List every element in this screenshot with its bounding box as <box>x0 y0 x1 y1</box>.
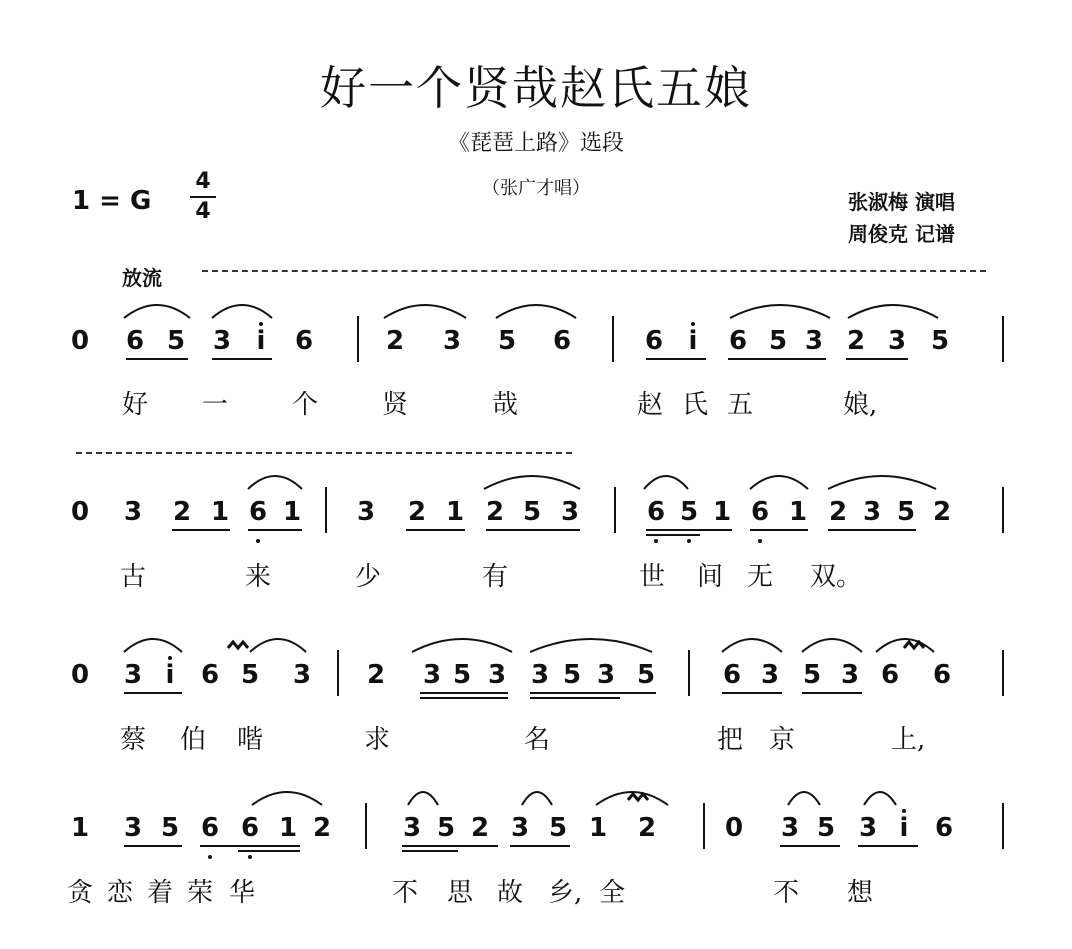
note: 2 <box>828 497 848 527</box>
slur <box>124 639 182 652</box>
slur <box>730 305 830 318</box>
note: 5 <box>240 660 260 690</box>
lyric: 名 <box>523 725 550 755</box>
slur <box>250 639 306 652</box>
time-signature-bar <box>190 196 216 198</box>
note: 5 <box>436 813 456 843</box>
note: 2 <box>485 497 505 527</box>
note: 6 <box>200 813 220 843</box>
note: 6 <box>880 660 900 690</box>
note: 6 <box>932 660 952 690</box>
note: 1 <box>282 497 302 527</box>
slur <box>384 305 466 318</box>
note: 1 <box>712 497 732 527</box>
slur <box>788 792 820 805</box>
lyric: 氏 <box>681 390 708 420</box>
slur <box>722 639 782 652</box>
note: 5 <box>930 326 950 356</box>
duration-underline <box>646 529 732 531</box>
lyric: 间 <box>696 562 723 592</box>
tempo-marking: 放流 <box>122 266 162 290</box>
duration-underline <box>530 692 656 694</box>
mordent-ornament <box>228 642 248 648</box>
lyric: 有 <box>481 562 508 592</box>
octave-dot-low <box>654 539 658 543</box>
lyric: 不 <box>391 878 418 908</box>
duration-underline <box>212 358 272 360</box>
note: 5 <box>562 660 582 690</box>
note: 6 <box>728 326 748 356</box>
duration-underline <box>420 692 508 694</box>
lyric: 蔡 <box>119 725 146 755</box>
duration-underline-double <box>420 697 508 699</box>
note: 5 <box>896 497 916 527</box>
lyric: 把 <box>716 725 743 755</box>
slur <box>248 476 302 489</box>
lyric: 全 <box>598 878 625 908</box>
lyric: 思 <box>446 878 473 908</box>
octave-dot-high <box>691 322 695 326</box>
octave-dot-low <box>758 539 762 543</box>
duration-underline <box>124 845 182 847</box>
slur <box>252 792 322 805</box>
note: 2 <box>172 497 192 527</box>
lyric: 来 <box>244 562 271 592</box>
time-signature-top: 4 <box>195 169 211 194</box>
note: 3 <box>212 326 232 356</box>
duration-underline <box>402 845 498 847</box>
note: 3 <box>887 326 907 356</box>
note: 5 <box>452 660 472 690</box>
slur <box>828 476 936 489</box>
transcriber-credit: 周俊克 记谱 <box>848 222 955 246</box>
note: 6 <box>644 326 664 356</box>
lyric: 荣 <box>186 878 213 908</box>
barline <box>337 650 339 696</box>
note: 0 <box>70 497 90 527</box>
barline <box>1002 650 1004 696</box>
octave-dot-high <box>168 656 172 660</box>
note: 3 <box>123 813 143 843</box>
note: 2 <box>846 326 866 356</box>
note: 5 <box>636 660 656 690</box>
barline <box>703 803 705 849</box>
key-signature: 1 = G <box>72 186 152 216</box>
octave-dot-high <box>902 809 906 813</box>
slur <box>530 639 652 652</box>
slur <box>124 305 190 318</box>
note: 2 <box>385 326 405 356</box>
note: 5 <box>802 660 822 690</box>
duration-underline <box>126 358 188 360</box>
duration-underline-double <box>646 534 700 536</box>
barline <box>1002 487 1004 533</box>
lyric: 好 <box>121 390 148 420</box>
duration-underline-double <box>530 697 620 699</box>
duration-underline <box>200 845 300 847</box>
singer-role-note: （张广才唱） <box>482 178 590 199</box>
duration-underline <box>406 529 465 531</box>
note: 3 <box>402 813 422 843</box>
note: 6 <box>200 660 220 690</box>
note: i <box>899 813 909 843</box>
note: 5 <box>768 326 788 356</box>
note: 3 <box>760 660 780 690</box>
octave-dot-low <box>256 539 260 543</box>
lyric: 故 <box>496 878 523 908</box>
lyric: 五 <box>726 390 753 420</box>
duration-underline <box>248 529 302 531</box>
slur <box>408 792 438 805</box>
note: 0 <box>724 813 744 843</box>
duration-underline <box>846 358 908 360</box>
lyric: 京 <box>768 725 795 755</box>
lyric: 娘, <box>843 390 878 420</box>
slur <box>802 639 862 652</box>
mordent-ornament <box>628 794 648 800</box>
lyric: 乡, <box>548 878 583 908</box>
note: 3 <box>804 326 824 356</box>
note: 1 <box>278 813 298 843</box>
note: 3 <box>780 813 800 843</box>
note: 6 <box>294 326 314 356</box>
note: 5 <box>497 326 517 356</box>
barline <box>614 487 616 533</box>
slur <box>644 476 688 489</box>
lyric: 贪 <box>66 878 93 908</box>
slur <box>864 792 896 805</box>
duration-underline <box>722 692 782 694</box>
note: 6 <box>125 326 145 356</box>
lyric: 贤 <box>381 390 408 420</box>
note: 5 <box>816 813 836 843</box>
note: 3 <box>356 497 376 527</box>
slur <box>596 792 668 805</box>
barline <box>325 487 327 533</box>
note: 0 <box>70 326 90 356</box>
lyric: 恋 <box>106 878 133 908</box>
slur <box>496 305 576 318</box>
tempo-extension-line <box>202 270 986 272</box>
note: 6 <box>240 813 260 843</box>
time-signature <box>190 170 216 224</box>
mordent-ornament <box>904 642 924 648</box>
singer-credit: 张淑梅 演唱 <box>848 190 955 214</box>
lyric: 无 <box>746 562 773 592</box>
slur <box>484 476 580 489</box>
note: 6 <box>552 326 572 356</box>
barline <box>365 803 367 849</box>
note: i <box>256 326 266 356</box>
note: 2 <box>637 813 657 843</box>
note: 3 <box>840 660 860 690</box>
note: 6 <box>722 660 742 690</box>
note: 5 <box>679 497 699 527</box>
note: 3 <box>292 660 312 690</box>
note: 6 <box>646 497 666 527</box>
barline <box>357 316 359 362</box>
note: 1 <box>788 497 808 527</box>
octave-dot-low <box>208 855 212 859</box>
note: 1 <box>70 813 90 843</box>
duration-underline <box>510 845 570 847</box>
duration-underline <box>780 845 840 847</box>
note: 1 <box>588 813 608 843</box>
duration-underline-double <box>402 850 458 852</box>
duration-underline <box>802 692 862 694</box>
duration-underline <box>646 358 706 360</box>
slur <box>522 792 552 805</box>
note: 3 <box>422 660 442 690</box>
note: 5 <box>548 813 568 843</box>
barline <box>688 650 690 696</box>
barline <box>1002 803 1004 849</box>
note: 3 <box>596 660 616 690</box>
duration-underline <box>124 692 182 694</box>
duration-underline <box>828 529 916 531</box>
note: 3 <box>442 326 462 356</box>
note: 3 <box>123 660 143 690</box>
note: 2 <box>470 813 490 843</box>
subtitle: 《琵琶上路》选段 <box>447 131 624 156</box>
lyric: 喈 <box>236 725 263 755</box>
tempo-extension-line-2 <box>76 452 572 454</box>
note: 2 <box>366 660 386 690</box>
page-title: 好一个贤哉赵氏五娘 <box>320 61 752 115</box>
lyric: 世 <box>638 562 665 592</box>
time-signature-bottom: 4 <box>195 199 211 224</box>
slur <box>848 305 938 318</box>
note: 3 <box>510 813 530 843</box>
note: 3 <box>862 497 882 527</box>
lyric: 哉 <box>491 390 518 420</box>
note: 3 <box>530 660 550 690</box>
duration-underline <box>858 845 918 847</box>
note: 2 <box>312 813 332 843</box>
note: 1 <box>445 497 465 527</box>
lyric: 个 <box>291 390 318 420</box>
lyric: 双。 <box>810 562 863 592</box>
note: 1 <box>210 497 230 527</box>
octave-dot-low <box>248 855 252 859</box>
note: i <box>165 660 175 690</box>
lyric: 不 <box>772 878 799 908</box>
duration-underline <box>750 529 808 531</box>
note: 6 <box>750 497 770 527</box>
lyric: 古 <box>119 562 146 592</box>
slur <box>750 476 808 489</box>
note: 2 <box>407 497 427 527</box>
note: i <box>688 326 698 356</box>
note: 3 <box>123 497 143 527</box>
barline <box>612 316 614 362</box>
octave-dot-high <box>259 322 263 326</box>
lyric: 上, <box>891 725 926 755</box>
note: 3 <box>858 813 878 843</box>
slur <box>412 639 512 652</box>
note: 5 <box>160 813 180 843</box>
note: 3 <box>560 497 580 527</box>
duration-underline-double <box>238 850 300 852</box>
note: 3 <box>487 660 507 690</box>
duration-underline <box>486 529 580 531</box>
octave-dot-low <box>687 539 691 543</box>
note: 6 <box>934 813 954 843</box>
note: 0 <box>70 660 90 690</box>
duration-underline <box>728 358 826 360</box>
barline <box>1002 316 1004 362</box>
note: 6 <box>248 497 268 527</box>
lyric: 一 <box>201 390 228 420</box>
lyric: 伯 <box>179 725 206 755</box>
duration-underline <box>172 529 230 531</box>
lyric: 少 <box>354 562 381 592</box>
lyric: 华 <box>228 878 255 908</box>
note: 2 <box>932 497 952 527</box>
lyric: 着 <box>146 878 173 908</box>
slur <box>876 639 934 652</box>
lyric: 求 <box>363 725 390 755</box>
note: 5 <box>522 497 542 527</box>
lyric: 想 <box>846 878 873 908</box>
lyric: 赵 <box>636 390 663 420</box>
slur <box>212 305 272 318</box>
note: 5 <box>166 326 186 356</box>
